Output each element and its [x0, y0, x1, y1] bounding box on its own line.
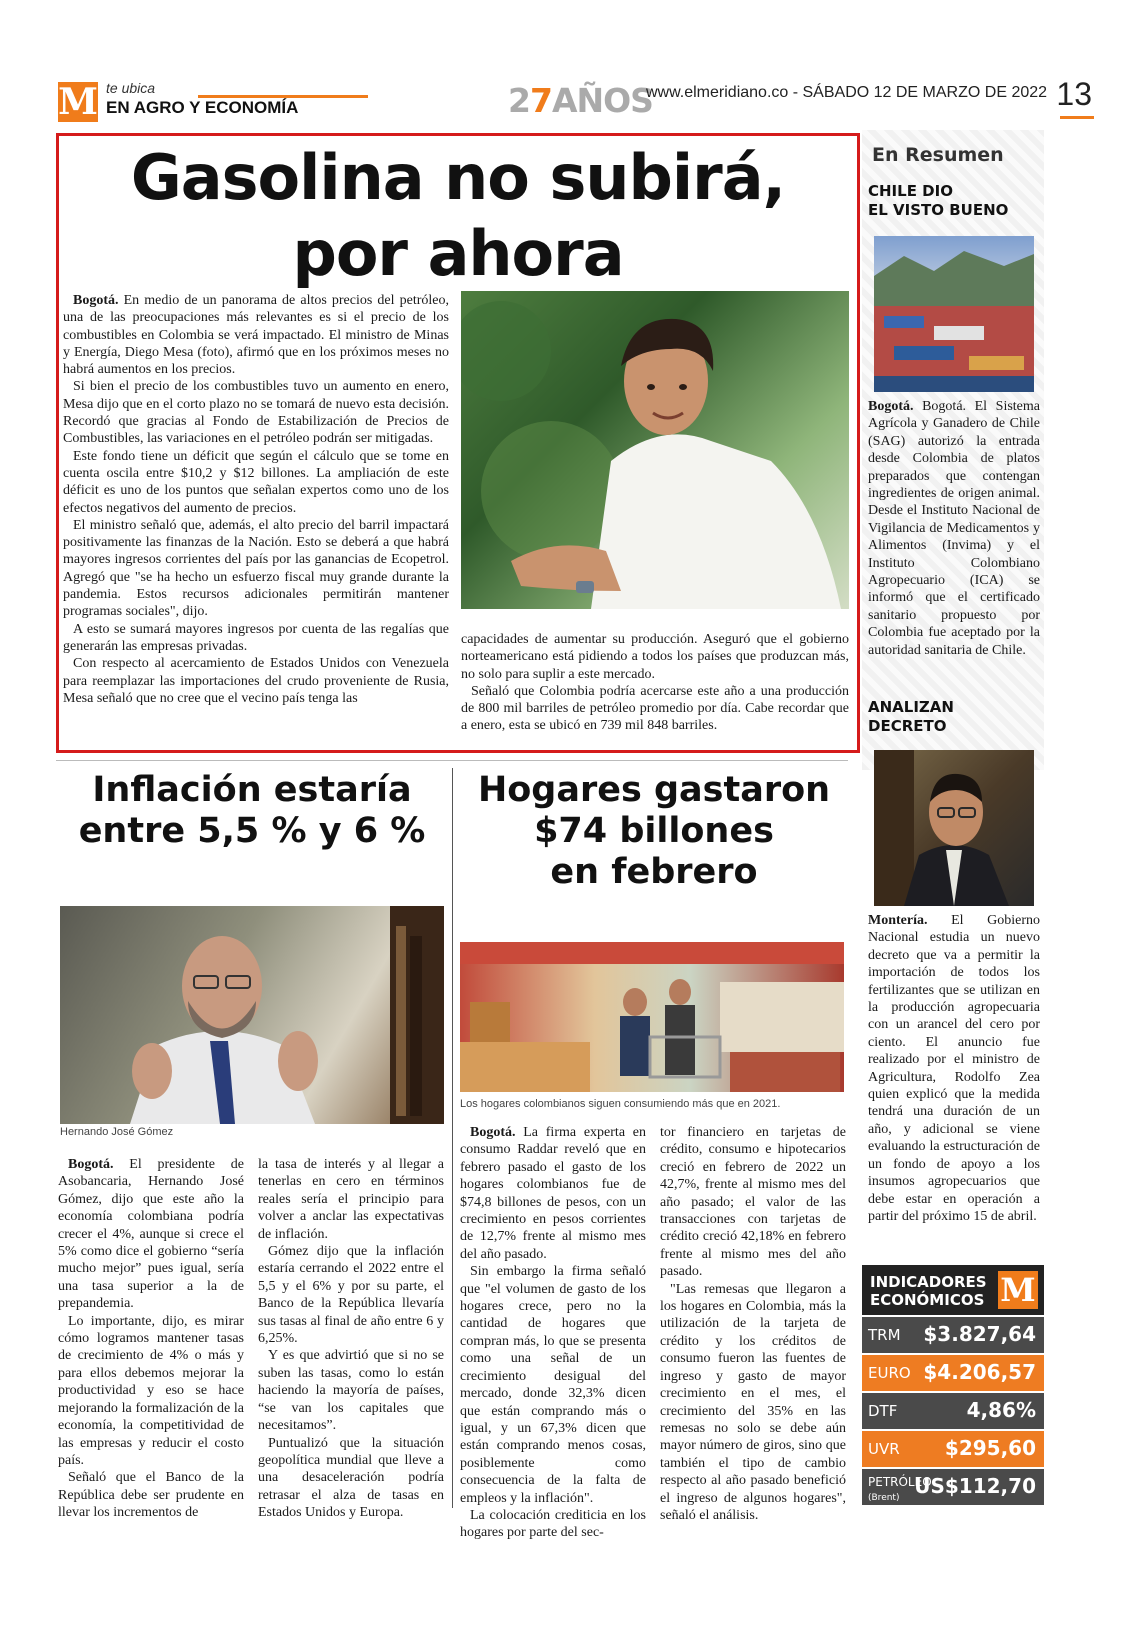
households-column-1 — [460, 1124, 646, 1542]
indicator-value: $3.827,64 — [923, 1322, 1036, 1346]
inflation-article-title — [58, 770, 446, 852]
paragraph: la tasa de interés y al llegar a tenerlas en cero en términos reales sería el principio para volver a anclar las expectativas de inflación. — [258, 1157, 444, 1242]
paragraph: Si bien el precio de los combustibles tuvo un aumento en enero, Mesa dijo que en el corto plazo no se tomará de nuevo esta decisión. Recordó que gracias al Fondo de Estabilización de Precios de Combustibles, las variaciones en el petróleo podrán ser mitigadas. — [63, 379, 449, 447]
brief-title-line: DECRETO — [868, 717, 947, 735]
indicator-label: PETRÓLEO — [868, 1475, 932, 1489]
paragraph: El ministro señaló que, además, el alto precio del barril impactará positivamente las finanzas de la Nación. Esto se deberá a que habrá mayores ingresos corrientes del país por las ganancias de Ecopetrol. Agregó que "se ha hecho un esfuerzo fiscal muy grande durante la pandemia. Estos recursos adicionales permitirán mantener programas sociales", dijo. — [63, 517, 449, 620]
paragraph: Lo importante, dijo, es mirar cómo logramos mantener tasas de crecimiento de 4% o más y para ellos debemos mejorar la productividad y eso se hace mejorando la formalización de la economía, la competitividad de las empresas y reducir el costo país. — [58, 1313, 244, 1468]
paragraph — [63, 292, 449, 378]
indicator-value: $295,60 — [944, 1436, 1036, 1460]
title-line: por ahora — [292, 217, 624, 290]
paragraph: Señaló que Colombia podría acercarse este año a una producción de 800 mil barriles de petróleo promedio por día. Cabe recordar que a enero, esta se ubicó en 739 mil 848 barriles. — [461, 683, 849, 734]
newspaper-logo[interactable]: M — [58, 81, 98, 123]
brief-title-decreto — [868, 698, 954, 736]
port-photo-illustration — [874, 236, 1034, 392]
paragraph — [460, 1124, 646, 1263]
paragraph: Y es que advirtió que si no se suben las tasas, como lo están haciendo la mayoría de países, “se van los capitales que necesitamos”. — [258, 1348, 444, 1434]
section-divider — [56, 760, 848, 761]
brief-title-line: EL VISTO BUENO — [868, 201, 1009, 219]
indicator-value: 4,86% — [966, 1398, 1036, 1422]
paragraph: Gómez dijo que la inflación estaría cerrando el 2022 entre el 5,5 y el 6% y por su parte, el Banco de la República llevaría sus tasas al final de año entre 6 y 6,25%. — [258, 1244, 444, 1347]
paragraph: tor financiero en tarjetas de crédito, consumo e hipotecarios creció en febrero de 2022 un 42,7%, frente al mismo mes del año pasado; el valor de las transacciones con tarjetas de crédito creció 42,18% en febrero frente al mismo mes del año pasado. — [660, 1125, 846, 1280]
title-line: Hogares gastaron — [477, 770, 831, 810]
anniversary-word: AÑOS — [551, 81, 653, 120]
anniversary-digit-accent: 7 — [529, 81, 552, 120]
photo-caption: Hernando José Gómez — [60, 1126, 174, 1138]
anniversary-logo — [508, 81, 653, 120]
minister-photo[interactable] — [461, 291, 849, 609]
dateline: Bogotá. — [73, 293, 119, 308]
indicator-value: $4.206,57 — [923, 1360, 1036, 1384]
households-article-title — [460, 770, 848, 893]
indicator-row-petroleo — [862, 1469, 1044, 1505]
sidebar-heading: En Resumen — [872, 144, 1004, 166]
indicators-title-line: ECONÓMICOS — [870, 1291, 985, 1309]
person-photo-illustration — [60, 906, 444, 1124]
title-line: entre 5,5 % y 6 % — [78, 811, 426, 851]
inflation-column-2 — [258, 1156, 444, 1522]
indicator-value: US$112,70 — [914, 1474, 1036, 1498]
indicators-header — [862, 1265, 1044, 1315]
supermarket-photo-illustration — [460, 942, 844, 1092]
dateline: Bogotá. — [68, 1157, 114, 1172]
port-photo[interactable] — [874, 236, 1034, 392]
header-tagline: te ubica — [106, 80, 156, 96]
supermarket-photo[interactable] — [460, 942, 844, 1092]
indicator-label: TRM — [868, 1326, 901, 1344]
paragraph: "Las remesas que llegaron a los hogares en Colombia, más la utilización de la tarjeta de crédito y los créditos de consumo fueron las fuentes de ingreso y gasto de mayor crecimiento en el mes, el crecimiento del 35% en las remesas no solo se debe aún mayor número de giros, sino que también el tipo de cambio respecto al año pasado benefició el ingreso de algunos hogares", señaló el análisis. — [660, 1281, 846, 1523]
economic-indicators — [862, 1265, 1044, 1505]
title-line: $74 billones — [534, 811, 774, 851]
paragraph: La colocación crediticia en los hogares por parte del sec- — [460, 1507, 646, 1541]
site-and-date[interactable]: www.elmeridiano.co - SÁBADO 12 DE MARZO DE 2022 — [646, 84, 1048, 101]
paragraph: Con respecto al acercamiento de Estados Unidos con Venezuela para reemplazar las importaciones del crudo proveniente de Rusia, Mesa señaló que no cree que el vecino país tenga las — [63, 656, 449, 706]
brief-text-decreto — [868, 912, 1040, 1225]
page-header — [58, 76, 1098, 126]
brief-title-line: CHILE DIO — [868, 182, 953, 200]
brief-body: El Gobierno Nacional estudia un nuevo decreto que va a permitir la importación de todos los fertilizantes que se utilizan en la producción agropecuaria con un arancel del cero por ciento. El anuncio fue realizado por el ministro de Agricultura, Rodolfo Zea quien explicó que la medida tendrá una duración de un año, y adicional se viene evaluando la estructuración de un fondo de apoyo a los insumos agropecuarios que debe estar en operación a partir del próximo 15 de abril. — [868, 913, 1040, 1224]
indicator-row-euro — [862, 1355, 1044, 1391]
column-divider — [452, 768, 453, 1508]
dateline: Bogotá. — [868, 399, 914, 414]
summary-sidebar — [862, 130, 1044, 1510]
paragraph-text: La firma experta en consumo Raddar reveló que en febrero pasado el gasto de los hogares colombianos fue de $74,8 billones de pesos, con un crecimiento en pesos corrientes de 12,7% frente al mismo mes del año pasado. — [460, 1125, 646, 1262]
anniversary-digit: 2 — [508, 81, 530, 120]
minister-photo-illustration — [874, 750, 1034, 906]
agriculture-minister-photo[interactable] — [874, 750, 1034, 906]
paragraph: Señaló que el Banco de la República debe ser prudente en llevar los incrementos de — [58, 1470, 244, 1521]
paragraph: Puntualizó que la situación geopolítica mundial que lleve a una desaceleración podría retrasar el alza de tasas en Estados Unidos y Europa. — [258, 1435, 444, 1521]
households-column-2 — [660, 1124, 846, 1524]
indicator-label: EURO — [868, 1364, 911, 1382]
main-article-title — [59, 140, 857, 292]
title-line: en febrero — [550, 852, 758, 892]
photo-caption: Los hogares colombianos siguen consumiendo más que en 2021. — [460, 1098, 781, 1110]
indicator-row-dtf — [862, 1393, 1044, 1429]
brief-text-chile — [868, 398, 1040, 659]
title-line: Gasolina no subirá, — [130, 141, 786, 214]
newspaper-logo: M — [998, 1271, 1038, 1309]
paragraph: A esto se sumará mayores ingresos por cuenta de las regalías que generarán las empresas privadas. — [63, 621, 449, 654]
paragraph-text: En medio de un panorama de altos precios del petróleo, una de las preocupaciones más relevantes es si el precio de los combustibles en Colombia se verá impactado. El ministro de Minas y Energía, Diego Mesa (foto), afirmó que en los próximos meses no habrá aumentos en los precios. — [63, 293, 449, 378]
paragraph — [58, 1156, 244, 1313]
brief-title-line: ANALIZAN — [868, 698, 954, 716]
brief-title-chile — [868, 182, 1008, 220]
indicator-row-trm — [862, 1317, 1044, 1353]
inflation-column-1 — [58, 1156, 244, 1522]
section-name: EN AGRO Y ECONOMÍA — [106, 98, 299, 117]
main-article — [56, 133, 860, 753]
indicator-note: (Brent) — [868, 1493, 900, 1503]
dateline: Montería. — [868, 913, 928, 928]
indicators-title — [870, 1273, 987, 1309]
page-number-underline — [1060, 116, 1094, 119]
main-article-column-left — [63, 292, 449, 707]
asobancaria-president-photo[interactable] — [60, 906, 444, 1124]
person-photo-illustration — [461, 291, 849, 609]
indicator-label: DTF — [868, 1402, 898, 1420]
paragraph: capacidades de aumentar su producción. Aseguró que el gobierno norteamericano está pidiendo a todos los países que produzcan más, no solo para suplir a este mercado. — [461, 632, 849, 682]
main-article-column-right — [461, 631, 849, 735]
paragraph: Este fondo tiene un déficit que según el cálculo que se tome en cuenta oscila entre $10,2 y $12 billones. La ampliación de este déficit es uno de los puntos que señalan expertos como uno de los efectos negativos del aumento de precios. — [63, 448, 449, 516]
paragraph-text: El presidente de Asobancaria, Hernando José Gómez, dijo que este año la economía colombiana podría crecer el 4%, aunque si crece el 5% como dice el gobierno “sería mucho mejor” pues igual, sería una tasa superior a la de prepandemia. — [58, 1157, 244, 1312]
indicators-title-line: INDICADORES — [870, 1273, 987, 1291]
title-line: Inflación estaría — [92, 770, 412, 810]
indicator-row-uvr — [862, 1431, 1044, 1467]
paragraph: Sin embargo la firma señaló que "el volumen de gasto de los hogares crece, pero no la cantidad de hogares que compran más, lo que se presenta como una señal de un crecimiento desigual del mercado, donde 32,3% dicen que están comprando más o igual, y un 67,3% dicen que están comprando menos cosas, posiblemente como consecuencia de la falta de empleos y la inflación". — [460, 1264, 646, 1506]
page-number: 13 — [1056, 76, 1092, 112]
brief-body: Bogotá. El Sistema Agrícola y Ganadero de Chile (SAG) autorizó la entrada desde Colombia de platos preparados que contengan ingredientes de origen animal. Desde el Instituto Nacional de Vigilancia de Medicamentos y Alimentos (Invima) y el Instituto Colombiano Agropecuario (ICA) se informó que el certificado sanitario propuesto por Colombia fue aceptado por la autoridad sanitaria de Chile. — [868, 399, 1040, 658]
indicator-label: UVR — [868, 1440, 900, 1458]
dateline: Bogotá. — [470, 1125, 516, 1140]
